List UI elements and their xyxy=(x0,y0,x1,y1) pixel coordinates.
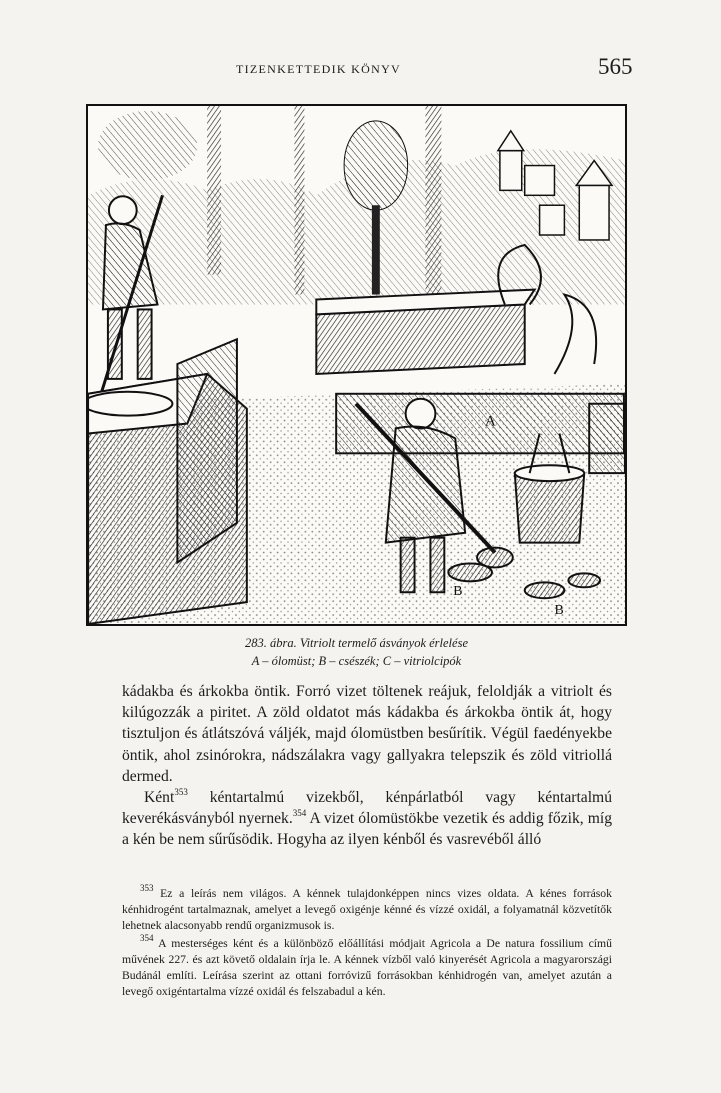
figure-legend: A – ólomüst; B – csészék; C – vitriolcipók xyxy=(251,654,462,668)
footnote-marker-353: 353 xyxy=(140,883,154,894)
footnote-354 xyxy=(122,932,612,1001)
paragraph-2 xyxy=(122,787,612,851)
footnote-ref-354[interactable]: 354 xyxy=(292,808,307,819)
paragraph-2-middle: kéntartalmú vizekből, kénpárlatból vagy kéntartalmú keverékásványból nyernek. xyxy=(122,789,612,828)
running-head: TIZENKETTEDIK KÖNYV xyxy=(236,62,401,76)
footnote-353-text: Ez a leírás nem világos. A kénnek tulajdonképpen nincs vizes oldata. A kénes források kénhidrogént tartalmaznak, amelyet a levegő oxigénje kénné és vízzé oxidál, a folyamatnál közvetítők lehetnek alacsonyabb rendű organizmusok is. xyxy=(122,887,612,933)
footnote-354-text: A mesterséges ként és a különböző előállítási módjait Agricola a De natura fossilium című művének 227. és azt követő oldalain írja le. A kénnek vízből való kinyerését Agricola a magyarországi Budánál említi. Leírása szerint az ottani forróvizű forrásokban kénhidrogén van, amelyet azután a levegő oxigéntartalma vízzé oxidál és felszabadul a kén. xyxy=(122,936,612,999)
footnote-353 xyxy=(122,883,612,935)
label-b-first: B xyxy=(453,584,463,600)
label-a: A xyxy=(485,413,496,430)
paragraph-2-end: A vizet ólomüstökbe vezetik és addig főzik, míg a kén be nem sűrűsödik. Hogyha az ilyen kénből és vasrevéből álló xyxy=(122,810,612,849)
paragraph-1: kádakba és árkokba öntik. Forró vizet töltenek reájuk, feloldják a vitriolt és kilúgozzák a piritet. A zöld oldatot más kádakba és árkokba öntik át, hogy tisztuljon és átlátszóvá váljék, majd ólomüstben besűrítik. Végül faedényekbe öntik, ahol zsinórokra, nádszálakra vagy gallyakra telepszik és zöld vitriollá dermed. xyxy=(122,683,612,785)
woodcut-illustration xyxy=(86,104,627,626)
page-number: 565 xyxy=(598,54,633,79)
label-b-second: B xyxy=(554,603,564,619)
main-text xyxy=(122,681,612,851)
footnote-marker-354: 354 xyxy=(140,932,154,943)
footnote-ref-353[interactable]: 353 xyxy=(174,786,188,797)
woodcut-drawing xyxy=(88,106,625,624)
figure-caption: 283. ábra. Vitriolt termelő ásványok érlelése xyxy=(245,636,468,650)
footnotes xyxy=(122,883,612,1000)
paragraph-2-start: Ként xyxy=(144,789,175,807)
